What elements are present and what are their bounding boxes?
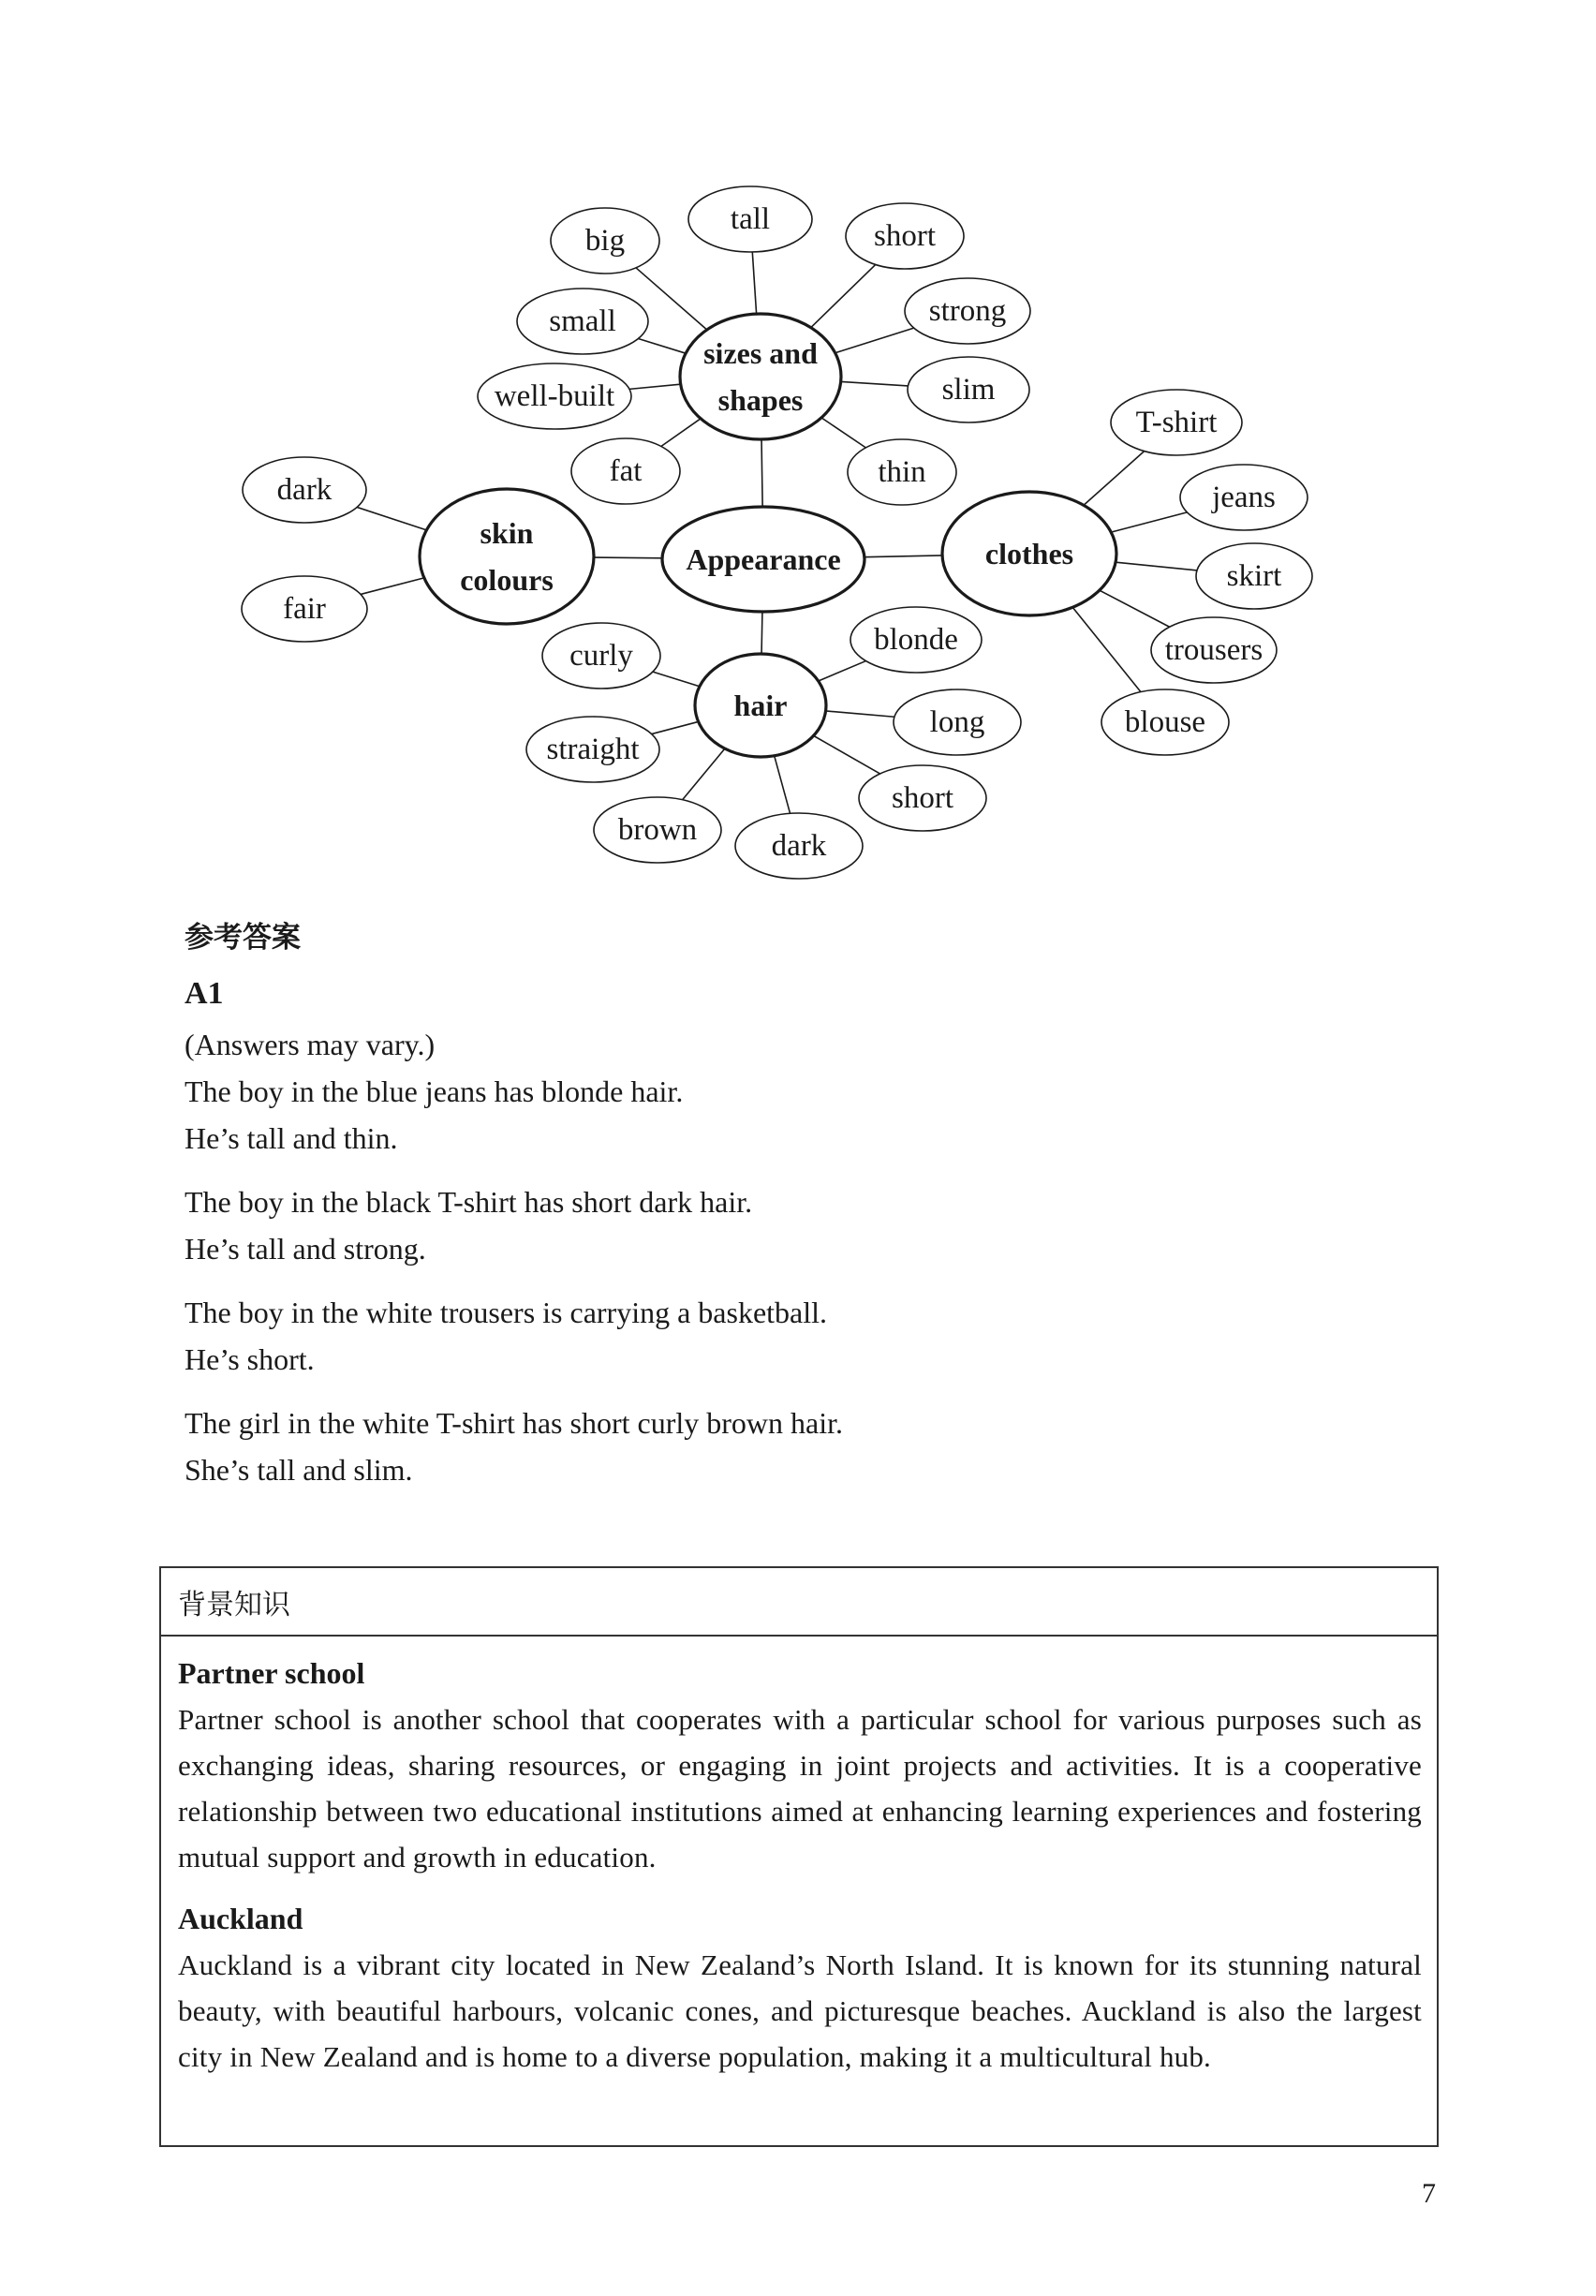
word-label: curly <box>569 639 633 673</box>
answer-line: She’s tall and slim. <box>185 1453 413 1487</box>
connector-line <box>835 328 914 353</box>
connector-line <box>841 381 909 386</box>
page-number: 7 <box>1422 2178 1436 2209</box>
answer-item <box>185 1289 1215 1383</box>
word-label: slim <box>941 373 996 407</box>
word-label: thin <box>878 455 926 489</box>
connector-line <box>683 748 725 800</box>
category-label: hair <box>733 689 788 722</box>
word-label: small <box>549 304 616 338</box>
answers-heading: 参考答案 <box>185 921 301 955</box>
word-label: long <box>929 705 985 739</box>
connector-line <box>826 711 894 717</box>
word-label: short <box>874 219 936 253</box>
answer-line: The girl in the white T-shirt has short curly brown hair. <box>185 1406 843 1440</box>
connector-line <box>1111 512 1187 532</box>
appearance-mind-map <box>0 0 1596 899</box>
word-label: brown <box>617 813 698 847</box>
word-label: blonde <box>874 623 958 657</box>
central-node-label: Appearance <box>686 542 841 576</box>
connector-line <box>652 721 699 733</box>
word-label: jeans <box>1212 481 1276 514</box>
exercise-label: A1 <box>185 976 224 1011</box>
word-label: strong <box>928 294 1007 328</box>
category-label: sizes and <box>703 336 818 370</box>
word-label: T-shirt <box>1135 406 1218 439</box>
connector-line <box>752 252 756 314</box>
answer-item <box>185 1068 1215 1162</box>
background-entry <box>178 1895 1422 2080</box>
connector-line <box>357 507 426 529</box>
word-label: big <box>584 224 626 258</box>
category-node-sizes-and-shapes <box>680 314 841 439</box>
answer-item <box>185 1400 1215 1493</box>
connector-line <box>775 756 791 814</box>
category-label: colours <box>460 563 554 597</box>
connector-line <box>1116 562 1197 570</box>
word-label: fat <box>609 454 643 488</box>
answer-line: He’s tall and strong. <box>185 1232 426 1266</box>
word-label: dark <box>771 829 827 863</box>
connector-line <box>761 612 762 654</box>
word-label: skirt <box>1226 559 1282 593</box>
category-label: skin <box>480 516 534 550</box>
answer-line: He’s tall and thin. <box>185 1121 398 1155</box>
word-label: well-built <box>494 379 615 413</box>
word-label: short <box>892 781 953 815</box>
entry-title: Partner school <box>178 1656 365 1690</box>
entry-title: Auckland <box>178 1902 303 1935</box>
connector-line <box>819 661 866 681</box>
entry-text: Partner school is another school that cooperates with a particular school for various purposes such as exchanging ideas, sharing resources, or engaging in joint projects and activities. It is a cooperative relationship between two educational institutions aimed at enhancing learning experiences and fostering mutual support and growth in education. <box>178 1703 1422 1874</box>
connector-line <box>1072 607 1141 691</box>
entry-text: Auckland is a vibrant city located in New Zealand’s North Island. It is known for its stunning natural beauty, with beautiful harbours, volcanic cones, and picturesque beaches. Auckland is also the largest city in New Zealand and is home to a diverse population, making it a multicultural hub. <box>178 1948 1422 2073</box>
connector-line <box>1084 452 1145 506</box>
background-knowledge-box <box>159 1566 1439 2147</box>
answer-line: The boy in the white trousers is carrying a basketball. <box>185 1296 828 1329</box>
connector-line <box>821 418 865 448</box>
connector-line <box>864 555 942 557</box>
background-body <box>161 1637 1437 2080</box>
connector-line <box>638 338 686 353</box>
background-entry <box>178 1650 1422 1880</box>
answer-line: The boy in the black T-shirt has short dark hair. <box>185 1185 753 1219</box>
word-label: straight <box>546 733 640 766</box>
connector-line <box>661 419 701 447</box>
category-label: clothes <box>984 537 1074 570</box>
connector-line <box>761 439 762 507</box>
connector-line <box>814 735 880 774</box>
category-node-skin-colours <box>420 489 594 624</box>
connector-line <box>811 264 876 327</box>
word-label: dark <box>276 473 332 507</box>
word-label: tall <box>730 202 771 236</box>
connector-line <box>361 578 424 595</box>
category-label: shapes <box>717 383 804 417</box>
background-heading: 背景知识 <box>161 1568 1437 1637</box>
word-label: trousers <box>1164 633 1264 667</box>
answer-item <box>185 1178 1215 1272</box>
connector-line <box>629 384 681 389</box>
connector-line <box>653 672 700 687</box>
answer-line: He’s short. <box>185 1342 315 1376</box>
connector-line <box>594 557 662 558</box>
reference-answers <box>185 913 1215 1510</box>
answers-note: (Answers may vary.) <box>185 1028 436 1061</box>
word-label: blouse <box>1124 705 1206 739</box>
word-label: fair <box>283 592 326 626</box>
connector-line <box>1100 590 1170 627</box>
answer-line: The boy in the blue jeans has blonde hair. <box>185 1074 684 1108</box>
